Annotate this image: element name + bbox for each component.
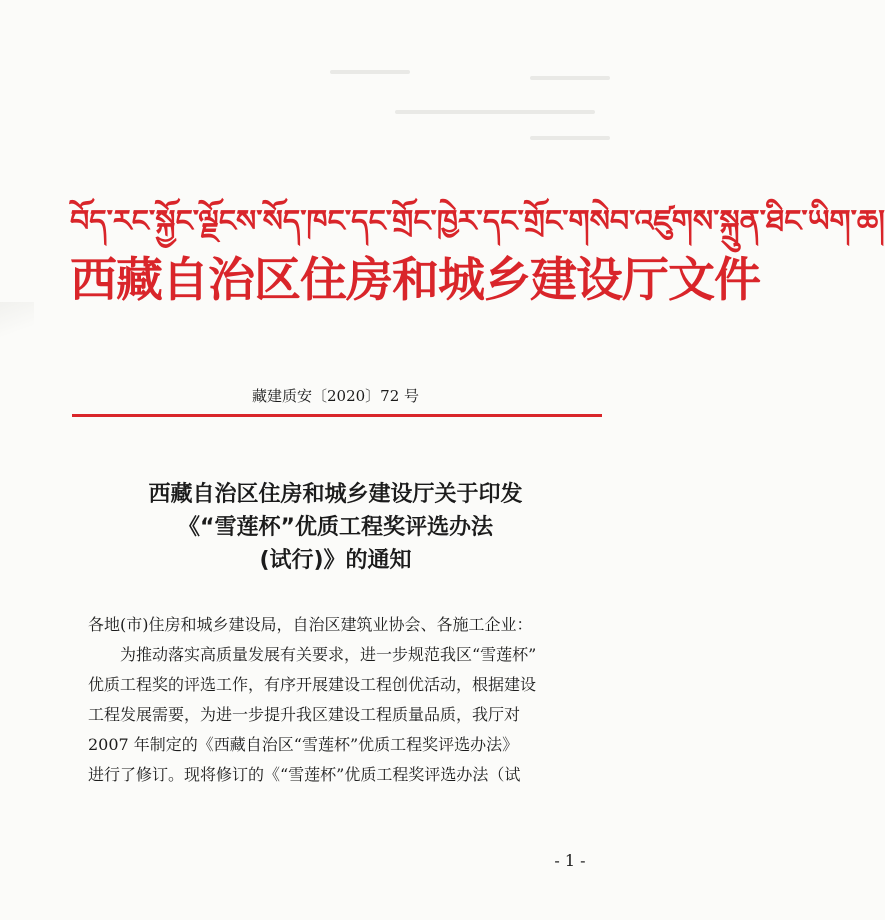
masthead-chinese: 西藏自治区住房和城乡建设厅文件: [70, 253, 760, 308]
title-line: 西藏自治区住房和城乡建设厅关于印发: [148, 482, 523, 507]
page-number: - 1 -: [554, 851, 586, 870]
document-number: 藏建质安〔2020〕72 号: [251, 387, 420, 405]
body-line: 2007 年制定的《西藏自治区“雪莲杯”优质工程奖评选办法》: [88, 735, 519, 754]
body-line: 优质工程奖的评选工作，有序开展建设工程创优活动，根据建设: [88, 675, 537, 694]
red-divider-line: [72, 414, 602, 417]
title-line: 《“雪莲杯”优质工程奖评选办法: [178, 515, 493, 540]
bleed-through-mark: [330, 70, 410, 74]
masthead-tibetan: བོད་རང་སྐྱོང་ལྗོངས་སོད་ཁང་དང་གྲོང་ཁྱེར་དང་གྲོང་གསེབ་འཛུགས་སྐྲུན་ཐིང་ཡིག་ཆ།: [70, 204, 885, 239]
title-line: (试行)》的通知: [259, 548, 412, 573]
body-line: 工程发展需要，为进一步提升我区建设工程质量品质，我厅对: [88, 705, 521, 724]
bleed-through-mark: [530, 76, 610, 80]
bleed-through-mark: [395, 110, 595, 114]
body-line: 为推动落实高质量发展有关要求，进一步规范我区“雪莲杯”: [120, 645, 537, 664]
paper-fold-shadow: [0, 302, 34, 342]
bleed-through-mark: [530, 136, 610, 140]
document-title: [0, 478, 671, 577]
salutation: 各地(市)住房和城乡建设局，自治区建筑业协会、各施工企业：: [88, 615, 533, 634]
body-line: 进行了修订。现将修订的《“雪莲杯”优质工程奖评选办法（试: [88, 765, 521, 784]
document-body: [88, 610, 598, 790]
